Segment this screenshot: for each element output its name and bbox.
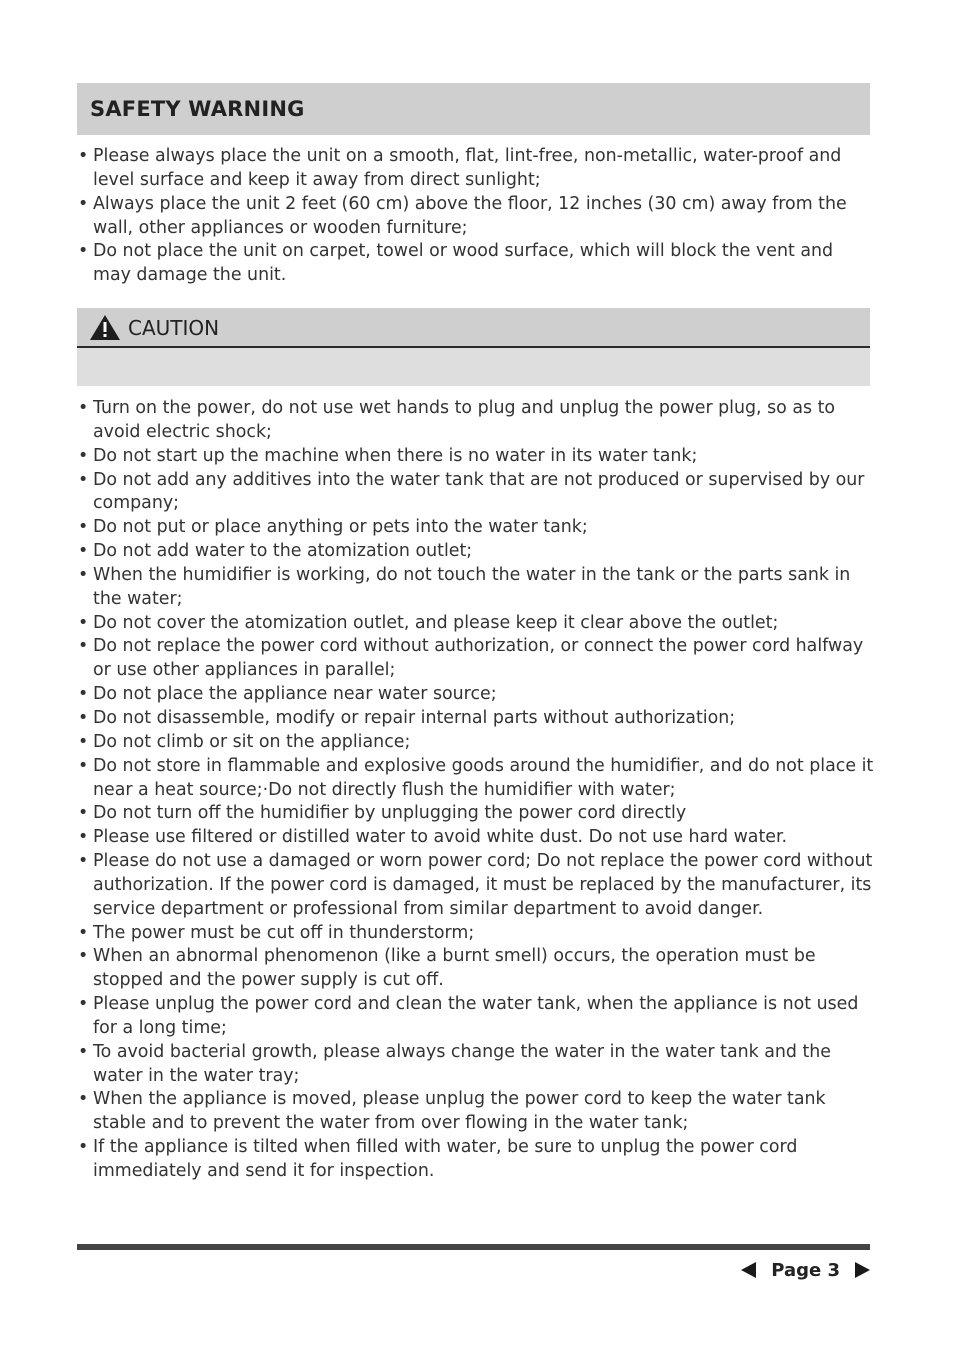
- safety-warning-list: [75, 145, 875, 288]
- caution-title: CAUTION: [128, 316, 220, 340]
- triangle-right-icon[interactable]: [855, 1262, 870, 1278]
- safety-warning-header: [77, 83, 870, 135]
- list-item: • Always place the unit 2 feet (60 cm) above the floor, 12 inches (30 cm) away from the wall, other appliances or wooden furniture;: [75, 193, 875, 241]
- list-item: • The power must be cut off in thunderstorm;: [75, 922, 875, 946]
- list-item: • Please always place the unit on a smooth, flat, lint-free, non-metallic, water-proof and level surface and keep it away from direct sunlight;: [75, 145, 875, 193]
- warning-triangle-icon: [89, 314, 121, 341]
- list-item: • Please do not use a damaged or worn power cord; Do not replace the power cord without authorization. If the power cord is damaged, it must be replaced by the manufacturer, its service department or professional from similar department to avoid danger.: [75, 850, 875, 922]
- list-item: • Turn on the power, do not use wet hands to plug and unplug the power plug, so as to avoid electric shock;: [75, 397, 875, 445]
- list-item: • Do not replace the power cord without authorization, or connect the power cord halfway or use other appliances in parallel;: [75, 635, 875, 683]
- footer-divider: [77, 1244, 870, 1250]
- page-navigation: [741, 1258, 870, 1282]
- caution-subbar: [77, 348, 870, 386]
- list-item: • Do not start up the machine when there is no water in its water tank;: [75, 445, 875, 469]
- list-item: • Do not climb or sit on the appliance;: [75, 731, 875, 755]
- safety-warning-title: SAFETY WARNING: [90, 97, 305, 121]
- list-item: • Do not disassemble, modify or repair internal parts without authorization;: [75, 707, 875, 731]
- list-item: • Do not add any additives into the water tank that are not produced or supervised by our company;: [75, 469, 875, 517]
- list-item: • When the humidifier is working, do not touch the water in the tank or the parts sank in the water;: [75, 564, 875, 612]
- caution-list: [75, 397, 875, 1184]
- list-item: • When the appliance is moved, please unplug the power cord to keep the water tank stable and to prevent the water from over flowing in the water tank;: [75, 1088, 875, 1136]
- list-item: • Do not put or place anything or pets into the water tank;: [75, 516, 875, 540]
- list-item: • Do not place the appliance near water source;: [75, 683, 875, 707]
- list-item: • When an abnormal phenomenon (like a burnt smell) occurs, the operation must be stopped and the power supply is cut off.: [75, 945, 875, 993]
- list-item: • Do not turn off the humidifier by unplugging the power cord directly: [75, 802, 875, 826]
- list-item: • If the appliance is tilted when filled with water, be sure to unplug the power cord immediately and send it for inspection.: [75, 1136, 875, 1184]
- list-item: • Do not cover the atomization outlet, and please keep it clear above the outlet;: [75, 612, 875, 636]
- triangle-left-icon[interactable]: [741, 1262, 756, 1278]
- list-item: • Do not add water to the atomization outlet;: [75, 540, 875, 564]
- list-item: • Please use filtered or distilled water to avoid white dust. Do not use hard water.: [75, 826, 875, 850]
- list-item: • To avoid bacterial growth, please always change the water in the water tank and the water in the water tray;: [75, 1041, 875, 1089]
- list-item: • Please unplug the power cord and clean the water tank, when the appliance is not used for a long time;: [75, 993, 875, 1041]
- page-number: Page 3: [771, 1259, 840, 1281]
- list-item: • Do not store in flammable and explosive goods around the humidifier, and do not place it near a heat source;·Do not directly flush the humidifier with water;: [75, 755, 875, 803]
- list-item: • Do not place the unit on carpet, towel or wood surface, which will block the vent and may damage the unit.: [75, 240, 875, 288]
- caution-header: [77, 308, 870, 346]
